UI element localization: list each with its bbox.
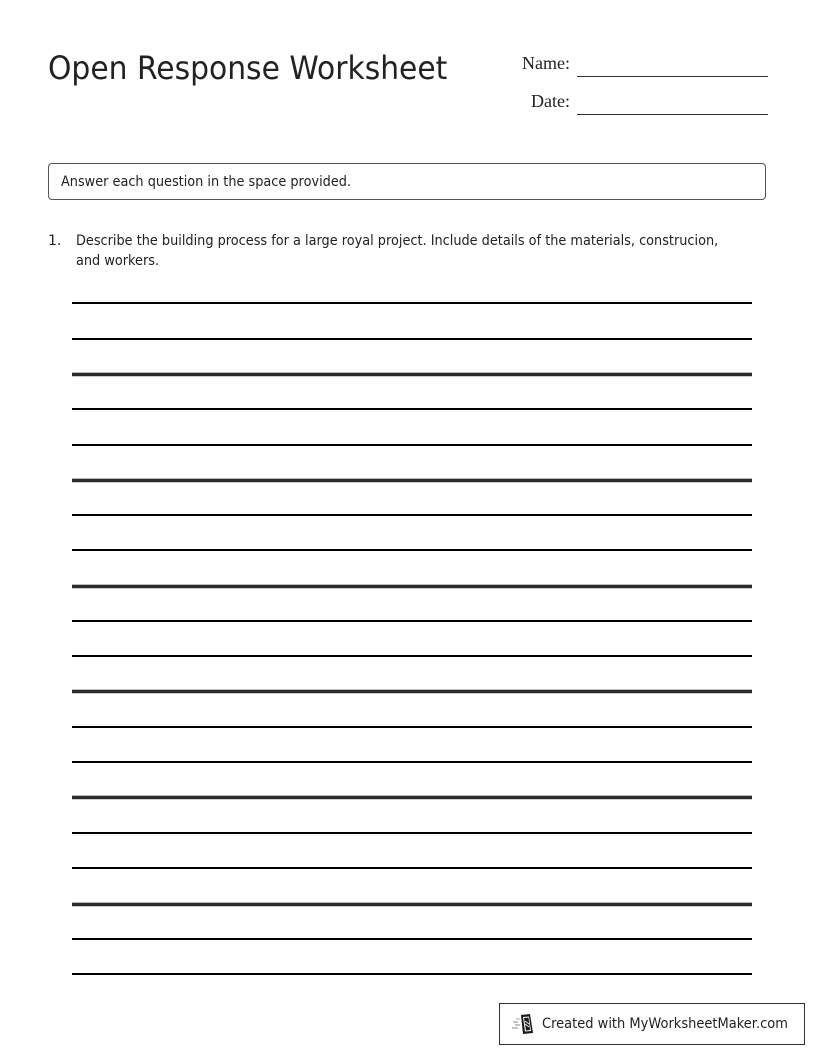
answer-line[interactable] xyxy=(72,479,752,482)
name-label: Name: xyxy=(522,53,570,73)
footer-credit xyxy=(499,1003,805,1045)
answer-line[interactable] xyxy=(72,514,752,516)
footer-text: Created with MyWorksheetMaker.com xyxy=(542,1016,788,1032)
answer-line[interactable] xyxy=(72,690,752,693)
answer-line[interactable] xyxy=(72,620,752,622)
question-text: Describe the building process for a large royal project. Include details of the materials, construcion, and workers. xyxy=(76,233,719,269)
answer-line[interactable] xyxy=(72,338,752,340)
name-input-line[interactable] xyxy=(577,76,768,77)
question-number: 1. xyxy=(48,233,62,249)
date-label: Date: xyxy=(531,91,570,111)
answer-line[interactable] xyxy=(72,761,752,763)
answer-line[interactable] xyxy=(72,302,752,304)
date-input-line[interactable] xyxy=(577,114,768,115)
answer-line[interactable] xyxy=(72,726,752,728)
instructions-text: Answer each question in the space provided. xyxy=(61,174,352,190)
answer-line[interactable] xyxy=(72,585,752,588)
answer-line[interactable] xyxy=(72,938,752,940)
answer-line[interactable] xyxy=(72,373,752,376)
answer-line[interactable] xyxy=(72,796,752,799)
answer-line[interactable] xyxy=(72,549,752,551)
page-title: Open Response Worksheet xyxy=(48,49,448,87)
answer-line[interactable] xyxy=(72,973,752,975)
answer-line[interactable] xyxy=(72,655,752,657)
answer-line[interactable] xyxy=(72,444,752,446)
worksheet-maker-logo-icon xyxy=(512,1013,536,1035)
instructions-box xyxy=(48,163,766,200)
answer-line[interactable] xyxy=(72,408,752,410)
answer-line[interactable] xyxy=(72,903,752,906)
answer-line[interactable] xyxy=(72,867,752,869)
answer-line[interactable] xyxy=(72,832,752,834)
